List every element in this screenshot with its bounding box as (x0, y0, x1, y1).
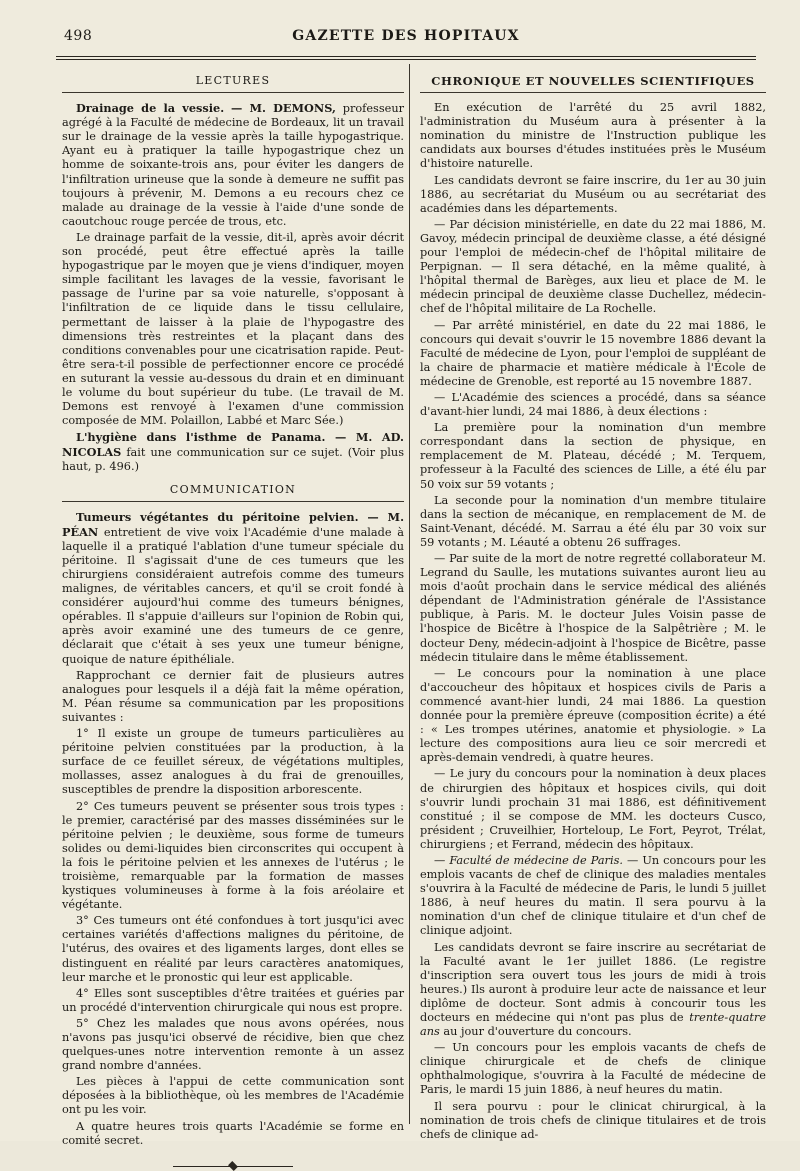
article-paragraph (62, 510, 404, 667)
article-paragraph (62, 101, 404, 229)
section-title-communication: COMMUNICATION (169, 482, 297, 496)
news-paragraph: — L'Académie des sciences a procédé, dans sa séance d'avant-hier lundi, 24 mai 1886, à deux élections : (420, 390, 766, 419)
news-paragraph: — Par arrêté ministériel, en date du 22 mai 1886, le concours qui devait s'ouvrir le 15 novembre 1886 devant la Faculté de médecine de Lyon, pour l'emploi de suppléant de la chaire de pharmacie et matière médicale à l'École de médecine de Grenoble, est reporté au 15 novembre 1887. (420, 318, 766, 388)
right-column (420, 66, 766, 1144)
news-paragraph: Il sera pourvu : pour le clinicat chirurgical, à la nomination de trois chefs de clinique titulaires et de trois chefs de clinique ad- (420, 1099, 766, 1141)
section-title-lectures: LECTURES (195, 74, 271, 87)
paragraph-text: fait une communication sur ce sujet. (Voir plus haut, p. 496.) (62, 446, 404, 474)
run-head: Drainage de la vessie. (76, 101, 225, 116)
article-paragraph: 2° Ces tumeurs peuvent se présenter sous trois types : le premier, caractérisé par des masses disséminées sur le péritoine pelvien ; le deuxième, sous forme de tumeurs solides ou demi-liquides bien circonscrites qui occupent à la fois le péritoine pelvien et les annexes de l'utérus ; le troisième, remarquable par la formation de masses kystiques volumineuses à forme à la fois aréolaire et végétante. (62, 799, 404, 912)
section-rule (420, 92, 766, 93)
section-rule (62, 92, 404, 93)
news-paragraph: En exécution de l'arrêté du 25 avril 1882, l'administration du Muséum aura à présenter à la nomination du ministre de l'Instruction publique les candidats aux bourses d'études instituées près le Muséum d'histoire naturelle. (420, 101, 766, 171)
paragraph-text: professeur agrégé à la Faculté de médecine de Bordeaux, lit un travail sur le drainage de la vessie après la taille hypogastrique. Ayant eu à pratiquer la taille hypogastrique chez un homme de soixante-trois ans, pour éviter les dangers de l'infiltration urineuse que la sonde à demeure ne suffit pas toujours à prévenir, M. Demons a eu recours chez ce malade au drainage de la vessie à l'aide d'une sonde de caoutchouc rouge percée de trous, etc. (62, 102, 404, 228)
left-column (62, 66, 404, 1170)
author-name: — M. DEMONS, (231, 101, 336, 116)
news-paragraph: — Le jury du concours pour la nomination à deux places de chirurgien des hôpitaux et hospices civils, qui doit s'ouvrir lundi prochain 31 mai 1886, est définitivement constitué ; il se compose de MM. les docteurs Cusco, président ; Cruveilhier, Horteloup, Le Fort, Peyrot, Trélat, chirurgiens ; et Ferrand, médecin des hôpitaux. (420, 767, 766, 851)
article-paragraph: 5° Chez les malades que nous avons opérées, nous n'avons pas jusqu'ici observé de récidive, bien que chez quelques-unes notre intervention remonte à un assez grand nombre d'années. (62, 1016, 404, 1073)
journal-title: GAZETTE DES HOPITAUX (292, 28, 520, 44)
news-paragraph: — Un concours pour les emplois vacants de chefs de clinique chirurgicale et de chefs de clinique ophthalmologique, s'ouvrira à la Faculté de médecine de Paris, le mardi 15 juin 1886, à neuf heures du matin. (420, 1041, 766, 1097)
article-paragraph: A quatre heures trois quarts l'Académie se forme en comité secret. (62, 1119, 404, 1147)
run-head: L'hygiène dans l'isthme de Panama. (76, 430, 326, 445)
paragraph-text: au jour d'ouverture du concours. (439, 1025, 632, 1039)
section-title-chronique: CHRONIQUE ET NOUVELLES SCIENTIFIQUES (431, 74, 755, 88)
page-header (50, 26, 762, 52)
article-paragraph: 1° Il existe un groupe de tumeurs particulières au péritoine pelvien constituées par la production, à la surface de ce feuillet séreux, de végétations multiples, mollasses, assez analogues à du frai de grenouilles, susceptibles de prendre la disposition arborescente. (62, 727, 404, 797)
article-paragraph: Rapprochant ce dernier fait de plusieurs autres analogues pour lesquels il a déjà fait la même opération, M. Péan résume sa communication par les propositions suivantes : (62, 668, 404, 724)
news-paragraph (420, 941, 766, 1040)
news-paragraph: — Le concours pour la nomination à une place d'accoucheur des hôpitaux et hospices civils de Paris a commencé avant-hier lundi, 24 mai 1886. La question donnée pour la première épreuve (composition écrite) a été : « Les trompes utérines, anatomie et physiologie. » La lecture des compositions aura lieu ce soir mercredi et après-demain vendredi, à quatre heures. (420, 666, 766, 765)
run-head-italic: — Faculté de médecine de Paris. (434, 853, 623, 867)
article-paragraph: 3° Ces tumeurs ont été confondues à tort jusqu'ici avec certaines variétés d'affections malignes du péritoine, de l'utérus, des ovaires et des ligaments larges, dont elles se distinguent en réalité par leurs caractères anatomiques, leur marche et le pronostic qui leur est applicable. (62, 914, 404, 984)
ornament-diamond (228, 1161, 238, 1171)
news-paragraph: — Par suite de la mort de notre regretté collaborateur M. Legrand du Saulle, les mutations suivantes auront lieu au mois d'août prochain dans le service médical des aliénés dépendant de l'Administration générale de l'Assistance publique, à Paris. M. le docteur Jules Voisin passe de l'hospice de Bicêtre à l'hospice de la Salpêtrière ; M. le docteur Deny, médecin-adjoint à l'hospice de Bicêtre, passe médecin titulaire dans le même établissement. (420, 552, 766, 664)
column-divider (409, 64, 410, 1124)
article-paragraph: Le drainage parfait de la vessie, dit-il, après avoir décrit son procédé, peut être effectué après la taille hypogastrique par le moyen que je viens d'indiquer, moyen simple facilitant les lavages de la vessie, favorisant le passage de l'urine par sa voie naturelle, s'opposant à l'infiltration de ce liquide dans le tissu cellulaire, permettant de laisser à la plaie de l'hypogastre des dimensions très restreintes et la plaçant dans des conditions convenables pour une cicatrisation rapide. Peut-être sera-t-il possible de perfectionner encore ce procédé en suturant la vessie au-dessous du drain et en diminuant le volume du bout supérieur du tube. (Le travail de M. Demons est renvoyé à l'examen d'une commission composée de MM. Polaillon, Labbé et Marc Sée.) (62, 230, 404, 428)
section-rule (62, 501, 404, 502)
run-head: Tumeurs végétantes du péritoine pelvien. (76, 509, 359, 524)
news-paragraph (420, 854, 766, 939)
header-rule-double (56, 59, 756, 60)
paragraph-text: — Un concours pour les emplois vacants de chef de clinique des maladies mentales s'ouvrira à la Faculté de médecine de Paris, le lundi 5 juillet 1886, à neuf heures du matin. Il sera pourvu à la nomination d'un chef de clinique titulaire et d'un chef de clinique adjoint. (420, 853, 767, 938)
author-name: — M. PÉAN (62, 509, 404, 539)
news-paragraph: La première pour la nomination d'un membre correspondant dans la section de physique, en remplacement de M. Plateau, décédé ; M. Terquem, professeur à la Faculté des sciences de Lille, a été élu par 50 voix sur 59 votants ; (420, 421, 766, 491)
news-paragraph: Les candidats devront se faire inscrire, du 1er au 30 juin 1886, au secrétariat du Muséum ou au secrétariat des académies dans les départements. (420, 173, 766, 215)
author-name: — M. AD. NICOLAS (62, 430, 404, 460)
article-paragraph (62, 430, 404, 474)
news-paragraph: La seconde pour la nomination d'un membre titulaire dans la section de mécanique, en remplacement de M. de Saint-Venant, décédé. M. Sarrau a été élu par 30 voix sur 59 votants ; M. Léauté a obtenu 26 suffrages. (420, 493, 766, 549)
end-ornament (173, 1162, 293, 1170)
paragraph-text: entretient de vive voix l'Académie d'une malade à laquelle il a pratiqué l'ablation d'une tumeur spéciale du péritoine. Il s'agissait d'une de ces tumeurs que les chirurgiens considéraient autrefois comme des tumeurs malignes, de véritables cancers, et qu'il se croit fondé à considérer aujourd'hui comme des tumeurs bénignes, opérables. Il s'appuie d'ailleurs sur l'opinion de Robin qui, après avoir examiné une des tumeurs de ce genre, déclarait que c'était à ses yeux une tumeur bénigne, quoique de nature épithéliale. (62, 525, 404, 666)
header-rule (56, 56, 756, 57)
news-paragraph: — Par décision ministérielle, en date du 22 mai 1886, M. Gavoy, médecin principal de deuxième classe, a été désigné pour l'emploi de médecin-chef de l'hôpital militaire de Perpignan. — Il sera détaché, en la même qualité, à l'hôpital thermal de Barèges, aux lieu et place de M. le médecin principal de deuxième classe Duchellez, médecin-chef de l'hôpital militaire de La Rochelle. (420, 217, 766, 316)
paragraph-text: Les candidats devront se faire inscrire au secrétariat de la Faculté avant le 1er juillet 1886. (Le registre d'inscription sera ouvert tous les jours de midi à trois heures.) Ils auront à produire leur acte de naissance et leur diplôme de docteur. Sont admis à concourir tous les docteurs en médecine qui n'ont pas plus de (420, 940, 766, 1024)
article-paragraph: Les pièces à l'appui de cette communication sont déposées à la bibliothèque, où les membres de l'Académie ont pu les voir. (62, 1075, 404, 1117)
article-paragraph: 4° Elles sont susceptibles d'être traitées et guéries par un procédé d'intervention chirurgicale qui nous est propre. (62, 986, 404, 1014)
page-number: 498 (64, 28, 93, 44)
italic-phrase: trente-quatre ans (420, 1011, 766, 1039)
